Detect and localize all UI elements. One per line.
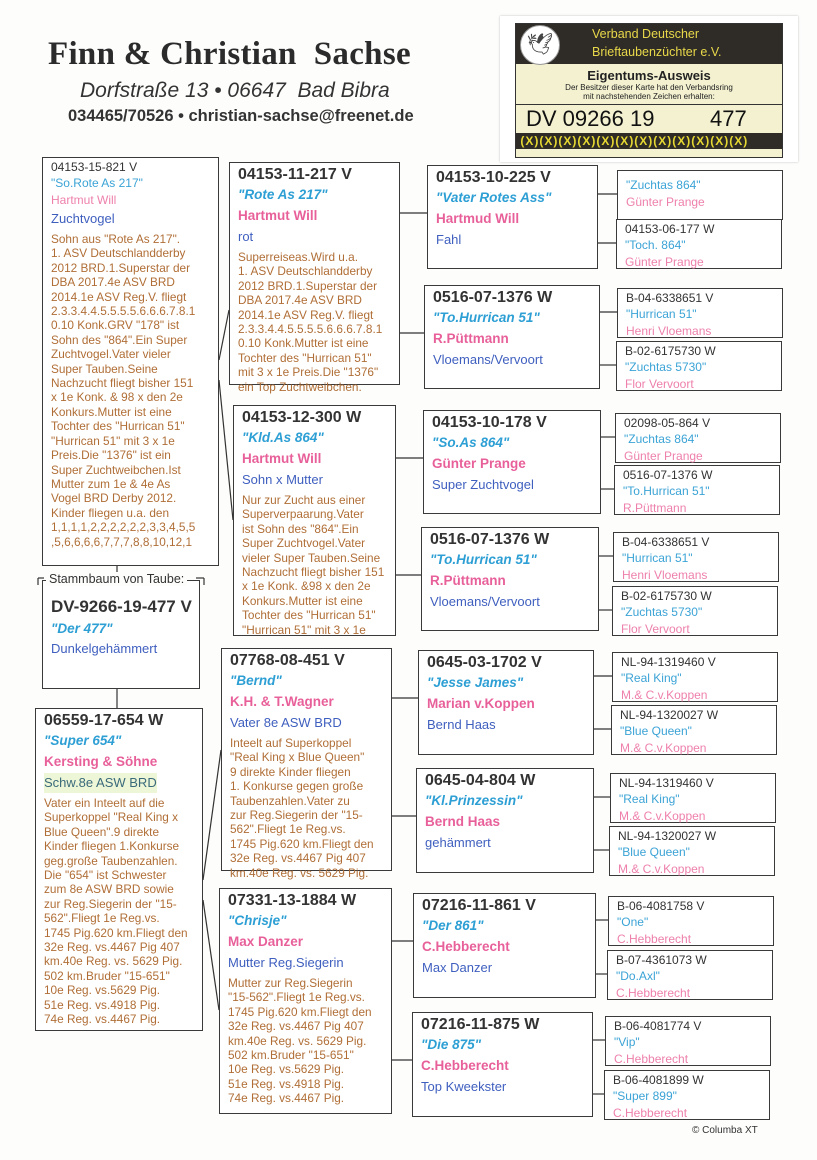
- pigeon-notes: [228, 976, 391, 1106]
- pigeon-card-ds[interactable]: [221, 648, 392, 880]
- breeder-name: R.Püttmann: [433, 331, 509, 346]
- notes-line: 1745 Pig.620 km.Fliegt den: [44, 925, 188, 940]
- notes-line: Super Tauben.Seine: [51, 361, 158, 376]
- ring-number: B-04-6338651 V: [622, 535, 710, 549]
- notes-line: vieler Super Tauben.Seine: [242, 550, 381, 565]
- pigeon-name: "Bernd": [230, 673, 282, 688]
- ring-number: 07216-11-875 W: [421, 1016, 540, 1033]
- notes-line: Kinder fliegen 1.Konkurse: [44, 839, 180, 854]
- ring-number: NL-94-1319460 V: [621, 655, 716, 669]
- card-text-line1: Der Besitzer dieser Karte hat den Verbandsring: [565, 83, 733, 92]
- notes-line: 74e Reg. vs.4467 Pig.: [44, 1012, 161, 1027]
- notes-line: x 1e Konk. &98 x den 2e: [242, 579, 371, 594]
- breeder-name: Marian v.Koppen: [427, 696, 535, 711]
- notes-line: 2012 BRD.1.Superstar der: [51, 260, 191, 275]
- pigeon-card-ddss[interactable]: [608, 896, 774, 946]
- ring-number: 04153-11-217 V: [238, 166, 352, 183]
- card-title: Eigentums-Ausweis: [587, 68, 711, 83]
- notes-line: Taubenzahlen.Vater zu: [230, 793, 350, 808]
- breeder-name: M.& C.v.Koppen: [621, 688, 708, 702]
- pigeon-color: Bernd Haas: [427, 717, 496, 732]
- pigeon-card-dd[interactable]: [219, 888, 392, 1114]
- pigeon-notes: [44, 796, 202, 1027]
- notes-line: km.40e Reg. vs. 5629 Pig.: [44, 954, 183, 969]
- notes-line: Kinder fliegen u.a. den: [51, 505, 170, 520]
- notes-line: Superverpaarung.Vater: [242, 507, 364, 522]
- pigeon-card-dddd[interactable]: [604, 1070, 770, 1120]
- notes-line: DBA 2017.4e ASV BRD: [238, 293, 362, 308]
- ring-number: B-06-4081758 V: [617, 899, 705, 913]
- ring-number: NL-94-1320027 W: [618, 829, 717, 843]
- pigeon-name: "Zuchtas 864": [626, 178, 701, 192]
- notes-line: "Real King x Blue Queen": [230, 750, 365, 765]
- pigeon-color: Vater 8e ASW BRD: [230, 715, 342, 730]
- notes-line: 32e Reg. vs.4467 Pig 407: [228, 1019, 364, 1034]
- notes-line: Superkoppel "Real King x: [44, 810, 179, 825]
- connector-line: [219, 310, 229, 360]
- pigeon-color: Super Zuchtvogel: [432, 477, 534, 492]
- breeder-name: Hartmut Will: [242, 451, 322, 466]
- notes-line: Superreiseas.Wird u.a.: [238, 250, 358, 264]
- notes-line: 10e Reg. vs.5629 Pig.: [228, 1062, 345, 1077]
- ring-number: B-07-4361073 W: [616, 953, 707, 967]
- notes-line: 1. ASV Deutschlandderby: [238, 264, 373, 279]
- notes-line: 2012 BRD.1.Superstar der: [238, 278, 378, 293]
- pigeon-name: "So.Rote As 217": [51, 176, 143, 190]
- pigeon-card-sddd[interactable]: [612, 586, 778, 636]
- pigeon-card-ssds[interactable]: [617, 288, 783, 338]
- notes-line: Die "654" ist Schwester: [44, 868, 167, 883]
- pigeon-name: "Kl.Prinzessin": [425, 793, 523, 808]
- notes-line: Nachzucht fliegt bisher 151: [242, 565, 385, 580]
- pigeon-name: "To.Hurrican 51": [430, 552, 537, 567]
- pigeon-name: "So.As 864": [432, 435, 510, 450]
- pigeon-card-sire[interactable]: [42, 157, 219, 566]
- notes-line: 74e Reg. vs.4467 Pig.: [228, 1091, 345, 1106]
- card-pattern-band: (X)(X)(X)(X)(X)(X)(X)(X)(X)(X)(X)(X): [516, 133, 782, 149]
- pigeon-color: Max Danzer: [422, 960, 493, 975]
- pigeon-card-ddsd[interactable]: [607, 950, 773, 1000]
- pigeon-color: Mutter Reg.Siegerin: [228, 955, 344, 970]
- pigeon-name: "Hurrican 51": [626, 307, 697, 321]
- pigeon-color: Vloemans/Vervoort: [430, 594, 540, 609]
- notes-line: 9 direkte Kinder fliegen: [230, 764, 351, 779]
- ring-number: B-06-4081899 W: [613, 1073, 704, 1087]
- pigeon-name: "To.Hurrican 51": [623, 484, 710, 498]
- pigeon-card-ddd[interactable]: [412, 1012, 593, 1117]
- notes-line: zum 8e ASW BRD sowie: [44, 882, 174, 897]
- pigeon-name: "Super 899": [613, 1089, 677, 1103]
- ring-number: NL-94-1319460 V: [619, 776, 714, 790]
- notes-line: Tochter des "Hurrican 51": [242, 608, 376, 623]
- ring-number: 07331-13-1884 W: [228, 892, 357, 909]
- breeder-name: Kersting & Söhne: [44, 754, 158, 769]
- pigeon-name: "Der 861": [422, 918, 484, 933]
- pigeon-name: "Blue Queen": [620, 724, 692, 738]
- ring-number: 06559-17-654 W: [44, 712, 164, 729]
- pigeon-card-ddds[interactable]: [605, 1016, 771, 1066]
- notes-line: Tochter des "Hurrican 51": [51, 419, 185, 434]
- ring-number: 07768-08-451 V: [230, 652, 345, 669]
- breeder-name: Günter Prange: [624, 449, 703, 463]
- notes-line: Vater ein Inteelt auf die: [44, 796, 165, 810]
- breeder-name: C.Hebberecht: [616, 986, 691, 1000]
- breeder-name: C.Hebberecht: [421, 1058, 509, 1073]
- notes-line: Mutter zur Reg.Siegerin: [228, 976, 353, 990]
- pigeon-name: "Rote As 217": [238, 187, 328, 202]
- pigeon-name: "To.Hurrican 51": [433, 310, 540, 325]
- ring-number: B-02-6175730 W: [621, 589, 712, 603]
- ring-number: B-06-4081774 V: [614, 1019, 702, 1033]
- notes-line: Super Zuchtvogel.Vater: [242, 536, 366, 551]
- pigeon-logo-icon: 🕊: [520, 25, 560, 65]
- pigeon-name: "Der 477": [51, 621, 113, 636]
- pigeon-card-sdds[interactable]: [613, 532, 779, 582]
- breeder-name: C.Hebberecht: [614, 1052, 689, 1066]
- notes-line: Inteelt auf Superkoppel: [230, 736, 352, 750]
- ring-number: 0645-04-804 W: [425, 772, 536, 789]
- notes-line: Super Zuchtweibchen.Ist: [51, 462, 181, 477]
- notes-line: 0.10 Konk.Mutter ist eine: [238, 336, 369, 351]
- breeder-name-title: Finn & Christian Sachse: [48, 36, 411, 72]
- ring-number: 04153-10-225 V: [436, 169, 551, 186]
- notes-line: 562".Fliegt 1e Reg.vs.: [44, 911, 160, 926]
- notes-line: 32e Reg. vs.4467 Pig 407: [230, 851, 366, 866]
- breeder-name: Günter Prange: [626, 195, 705, 209]
- notes-line: ist Sohn des "864".Ein: [242, 521, 359, 536]
- breeder-name: K.H. & T.Wagner: [230, 694, 334, 709]
- ring-number: B-04-6338651 V: [626, 291, 714, 305]
- breeder-name: C.Hebberecht: [613, 1106, 688, 1120]
- notes-line: 2.3.3.4.4.5.5.5.5.6.6.6.7.8.1: [238, 322, 383, 337]
- notes-line: x 1e Konk. & 98 x den 2e: [51, 390, 183, 405]
- notes-line: 1. Konkurse gegen große: [230, 779, 364, 794]
- breeder-name: Max Danzer: [228, 934, 304, 949]
- ownership-card: [500, 16, 798, 162]
- notes-line: DBA 2017.4e ASV BRD: [51, 275, 175, 290]
- notes-line: 502 km.Bruder "15-651": [44, 968, 170, 983]
- ring-number: B-02-6175730 W: [625, 344, 716, 358]
- pigeon-card-ssss[interactable]: [617, 170, 783, 220]
- pigeon-name: "Blue Queen": [618, 845, 690, 859]
- pigeon-card-dsd[interactable]: [416, 768, 594, 873]
- breeder-name: Flor Vervoort: [621, 622, 690, 636]
- pigeon-card-sdss[interactable]: [615, 413, 781, 463]
- pigeon-color: Fahl: [436, 232, 462, 247]
- pigeon-color: rot: [238, 229, 254, 244]
- card-org-line2: Brieftaubenzüchter e.V.: [592, 45, 722, 59]
- pigeon-card-subject[interactable]: [42, 580, 200, 689]
- pigeon-name: "Jesse James": [427, 675, 524, 690]
- pigeon-card-sd[interactable]: [233, 405, 396, 636]
- ring-number: 02098-05-864 V: [624, 416, 711, 430]
- notes-line: 1745 Pig.620 km.Fliegt den: [230, 836, 374, 851]
- notes-line: km.40e Reg. vs. 5629 Pig.: [230, 865, 369, 880]
- notes-line: 51e Reg. vs.4918 Pig.: [44, 997, 161, 1012]
- breeder-name: Hartmut Will: [238, 208, 318, 223]
- notes-line: Preis.Die "1376" ist ein: [51, 448, 171, 463]
- notes-line: Tochter des "Hurrican 51": [238, 350, 372, 365]
- pigeon-name: "Zuchtas 5730": [621, 605, 703, 619]
- breeder-name: Bernd Haas: [425, 814, 501, 829]
- pigeon-card-dssd[interactable]: [611, 705, 777, 755]
- ring-number: 0516-07-1376 W: [433, 289, 553, 306]
- pigeon-card-ssd[interactable]: [424, 285, 600, 389]
- breeder-name: C.Hebberecht: [422, 939, 510, 954]
- notes-line: Zuchtvogel.Vater vieler: [51, 347, 171, 362]
- breeder-name: Günter Prange: [625, 255, 704, 269]
- ring-number: 04153-06-177 W: [625, 222, 715, 236]
- pigeon-color: Schw.8e ASW BRD: [44, 773, 157, 793]
- pigeon-name: "Vater Rotes Ass": [436, 190, 552, 205]
- pigeon-name: "Do.Axl": [616, 969, 660, 983]
- ring-number: 04153-12-300 W: [242, 409, 362, 426]
- ring-number: 07216-11-861 V: [422, 897, 536, 914]
- notes-line: 1745 Pig.620 km.Fliegt den: [228, 1004, 372, 1019]
- notes-line: 51e Reg. vs.4918 Pig.: [228, 1076, 345, 1091]
- pigeon-color: Dunkelgehämmert: [51, 641, 158, 656]
- pigeon-card-dss[interactable]: [418, 650, 594, 755]
- pigeon-color: Vloemans/Vervoort: [433, 352, 543, 367]
- notes-line: Nachzucht fliegt bisher 151: [51, 376, 194, 391]
- breeder-name: Flor Vervoort: [625, 377, 694, 391]
- pigeon-notes: [51, 232, 218, 549]
- breeder-name: Hartmut Will: [51, 193, 117, 207]
- card-ring-number: DV 09266 19: [526, 106, 655, 131]
- notes-line: Konkurs.Mutter ist eine: [242, 593, 363, 608]
- pigeon-card-sdsd[interactable]: [614, 465, 780, 515]
- pigeon-card-dsss[interactable]: [612, 652, 778, 702]
- ring-number: 04153-15-821 V: [51, 160, 138, 174]
- pigeon-color: gehämmert: [425, 835, 491, 850]
- card-org-line1: Verband Deutscher: [592, 27, 700, 41]
- notes-line: 1. ASV Deutschlandderby: [51, 246, 186, 261]
- pigeon-name: "Toch. 864": [625, 238, 686, 252]
- pigeon-name: "Zuchtas 5730": [625, 360, 707, 374]
- pigeon-card-sds[interactable]: [423, 410, 601, 514]
- pigeon-name: "Kld.As 864": [242, 430, 324, 445]
- pigeon-card-sss[interactable]: [427, 165, 598, 269]
- notes-line: Sohn aus "Rote As 217".: [51, 232, 181, 246]
- notes-line: zur Reg.Siegerin der "15-: [44, 896, 177, 911]
- pigeon-notes: [238, 250, 399, 394]
- pigeon-name: "Real King": [619, 792, 680, 806]
- breeder-name: R.Püttmann: [430, 573, 506, 588]
- notes-line: Konkurs.Mutter ist eine: [51, 404, 172, 419]
- breeder-name: Henri Vloemans: [622, 568, 708, 582]
- ring-number: NL-94-1320027 W: [620, 708, 719, 722]
- connector-line: [203, 750, 221, 880]
- ring-number: 04153-10-178 V: [432, 414, 547, 431]
- pigeon-color: Zuchtvogel: [51, 211, 115, 226]
- subject-label: Stammbaum von Taube:: [46, 572, 187, 586]
- notes-line: Sohn des "864".Ein Super: [51, 332, 188, 347]
- breeder-name: C.Hebberecht: [617, 932, 692, 946]
- pigeon-name: "Real King": [621, 671, 682, 685]
- breeder-name: R.Püttmann: [623, 501, 687, 515]
- ring-number: 0516-07-1376 W: [623, 468, 713, 482]
- pigeon-name: "Hurrican 51": [622, 551, 693, 565]
- pigeon-card-ssdd[interactable]: [616, 341, 782, 391]
- pigeon-notes: [242, 493, 395, 637]
- pigeon-name: "Vip": [614, 1035, 640, 1049]
- breeder-name: Hartmud Will: [436, 211, 520, 226]
- breeder-name: M.& C.v.Koppen: [619, 809, 706, 823]
- pigeon-notes: [230, 736, 391, 880]
- notes-line: Vogel BRD Derby 2012.: [51, 491, 177, 506]
- pigeon-card-sssd[interactable]: [616, 219, 782, 269]
- pigeon-card-sdd[interactable]: [421, 527, 599, 631]
- pigeon-name: "Super 654": [44, 733, 122, 748]
- notes-line: 2014.1e ASV Reg.V. fliegt: [51, 289, 187, 304]
- pigeon-name: "Zuchtas 864": [624, 432, 699, 446]
- ring-number: 0516-07-1376 W: [430, 531, 550, 548]
- breeder-name: M.& C.v.Koppen: [618, 862, 705, 876]
- notes-line: Blue Queen".9 direkte: [44, 824, 160, 839]
- notes-line: 502 km.Bruder "15-651": [228, 1048, 354, 1063]
- copyright-footer: © Columba XT: [692, 1125, 758, 1136]
- breeder-name: M.& C.v.Koppen: [620, 741, 707, 755]
- notes-line: Mutter zum 1e & 4e As: [51, 476, 171, 491]
- notes-line: "15-562".Fliegt 1e Reg.vs.: [228, 990, 365, 1005]
- card-text-line2: mit nachstehenden Zeichen erhalten:: [583, 92, 715, 101]
- pigeon-card-dds[interactable]: [413, 893, 596, 998]
- pigeon-color: Sohn x Mutter: [242, 472, 323, 487]
- card-ring-serial: 477: [710, 106, 747, 131]
- notes-line: 0.10 Konk.GRV "178" ist: [51, 318, 180, 333]
- connector-line: [219, 380, 233, 520]
- notes-line: zur Reg.Siegerin der "15-: [230, 808, 363, 823]
- pigeon-name: "Chrisje": [228, 913, 287, 928]
- notes-line: "Hurrican 51" mit 3 x 1e: [242, 622, 366, 637]
- notes-line: km.40e Reg. vs. 5629 Pig.: [228, 1033, 367, 1048]
- ring-number: DV-9266-19-477 V: [51, 597, 192, 616]
- ring-number: 0645-03-1702 V: [427, 654, 542, 671]
- notes-line: 10e Reg. vs.5629 Pig.: [44, 983, 161, 998]
- breeder-name: Henri Vloemans: [626, 324, 712, 338]
- pigeon-card-dam[interactable]: [35, 708, 203, 1031]
- pigeon-card-dsdd[interactable]: [609, 826, 775, 876]
- notes-line: mit 3 x 1e Preis.Die "1376": [238, 365, 379, 380]
- notes-line: ein Top Zuchtweibchen.: [238, 379, 362, 394]
- notes-line: geg.große Taubenzahlen.: [44, 853, 178, 868]
- pigeon-name: "Die 875": [421, 1037, 482, 1052]
- notes-line: 562".Fliegt 1e Reg.vs.: [230, 822, 346, 837]
- breeder-name: Günter Prange: [432, 456, 526, 471]
- notes-line: Nur zur Zucht aus einer: [242, 493, 366, 507]
- notes-line: "Hurrican 51" mit 3 x 1e: [51, 433, 175, 448]
- notes-line: 1,1,1,1,2,2,2,2,2,2,3,3,4,5,5: [51, 520, 196, 535]
- connector-line: [203, 900, 219, 1010]
- breeder-address: Dorfstraße 13 • 06647 Bad Bibra: [80, 79, 390, 102]
- notes-line: ,5,6,6,6,6,7,7,7,8,8,10,12,1: [51, 534, 193, 549]
- pigeon-card-ss[interactable]: [229, 162, 400, 394]
- notes-line: 2014.1e ASV Reg.V. fliegt: [238, 307, 374, 322]
- pigeon-color: Top Kweekster: [421, 1079, 507, 1094]
- pigeon-card-dsds[interactable]: [610, 773, 776, 823]
- notes-line: 32e Reg. vs.4467 Pig 407: [44, 940, 180, 955]
- breeder-contact: 034465/70526 • christian-sachse@freenet.de: [68, 107, 414, 125]
- pigeon-name: "One": [617, 915, 649, 929]
- notes-line: 2.3.3.4.4.5.5.5.5.6.6.6.7.8.1: [51, 304, 196, 319]
